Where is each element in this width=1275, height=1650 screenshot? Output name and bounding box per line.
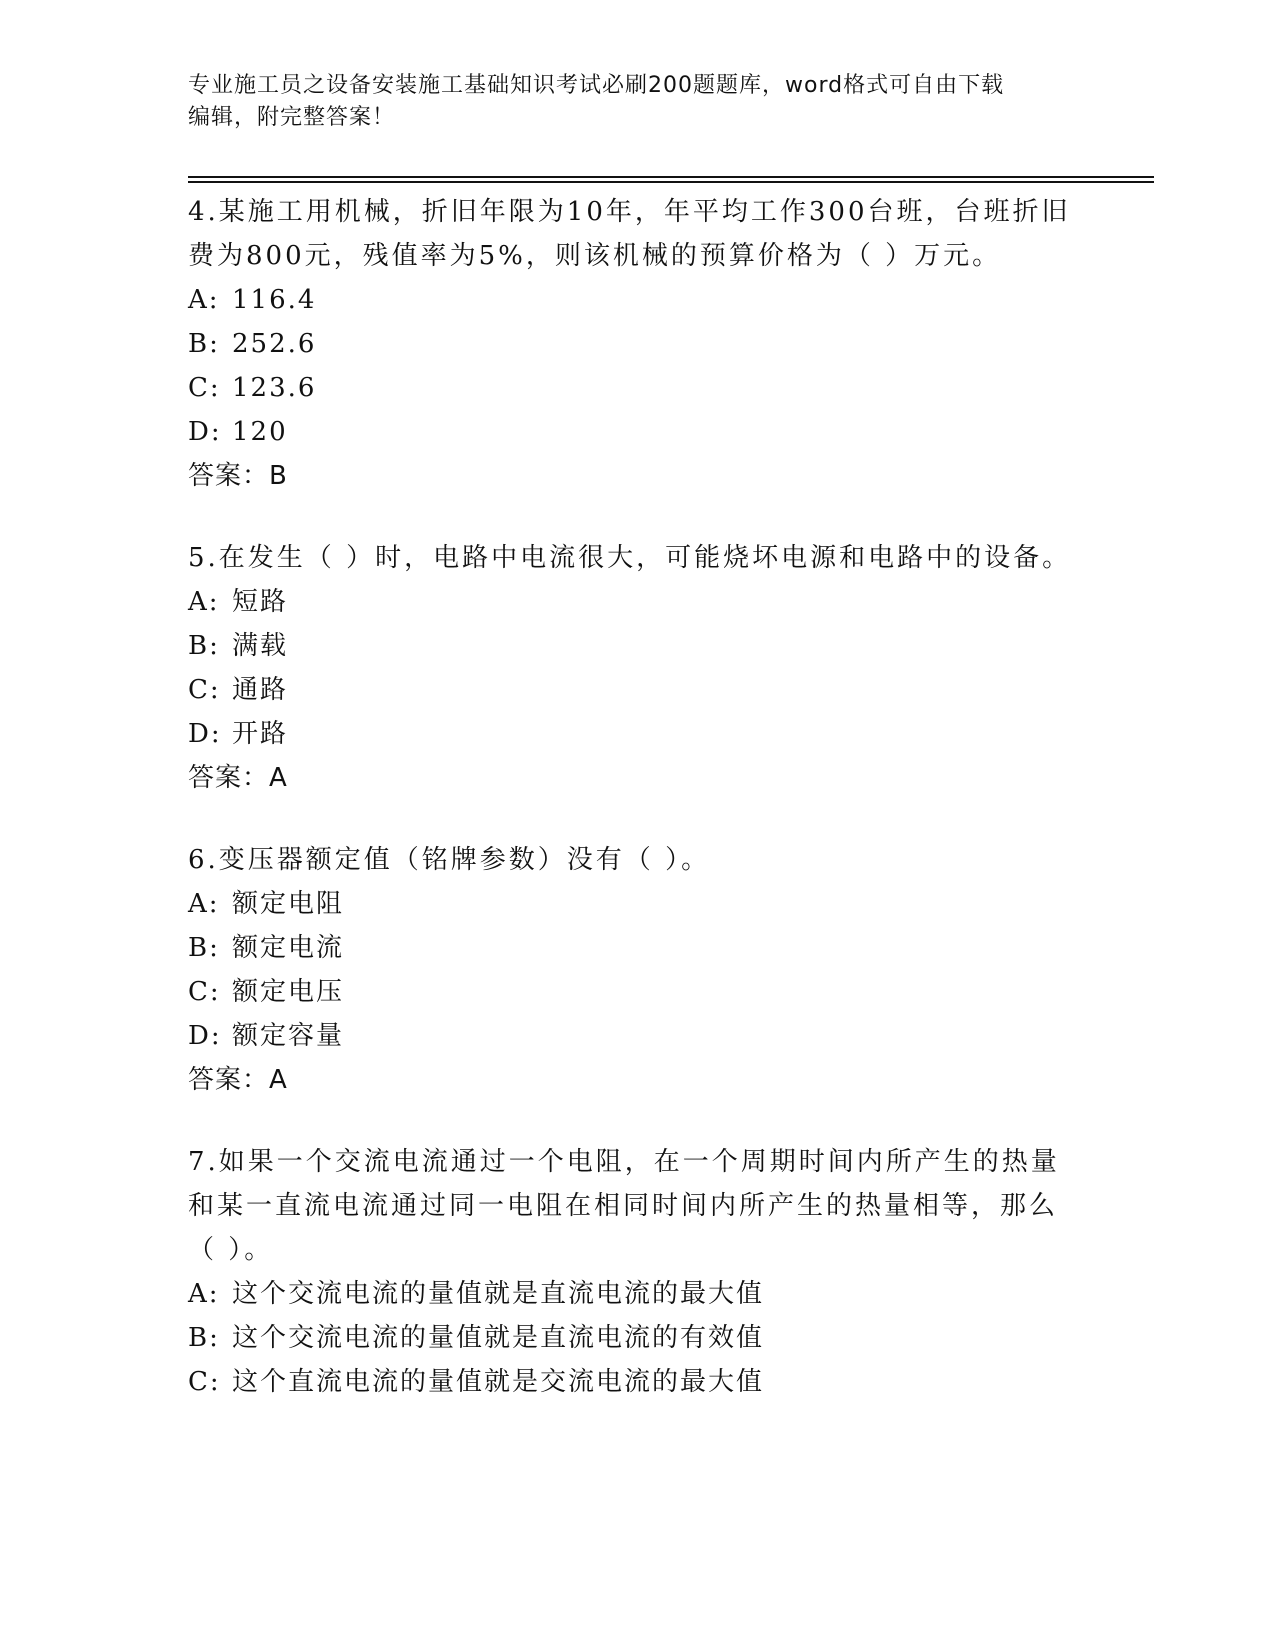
- question-7: [188, 1140, 1088, 1404]
- option-text: 额定电压: [232, 977, 345, 1007]
- option-a: [188, 580, 1088, 624]
- question-stem: 6.变压器额定值（铭牌参数）没有（ ）。: [188, 845, 711, 875]
- option-letter: A:: [188, 889, 220, 919]
- answer-line: 答案：A: [188, 763, 288, 793]
- header-divider-bottom: [188, 181, 1154, 183]
- option-letter: C:: [188, 373, 221, 403]
- option-b: [188, 322, 1088, 366]
- question-4: [188, 190, 1088, 498]
- question-stem: （ ）。: [188, 1235, 274, 1265]
- option-letter: C:: [188, 1367, 221, 1397]
- option-text: 开路: [232, 719, 289, 749]
- answer-line: 答案：B: [188, 461, 288, 491]
- question-stem: 和某一直流电流通过同一电阻在相同时间内所产生的热量相等，那么: [188, 1191, 1059, 1221]
- question-stem: 费为800元，残值率为5%，则该机械的预算价格为（ ）万元。: [188, 241, 1002, 271]
- option-letter: B:: [188, 1323, 220, 1353]
- option-a: [188, 1272, 1088, 1316]
- option-a: [188, 278, 1088, 322]
- option-letter: A:: [188, 587, 220, 617]
- option-text: 这个直流电流的量值就是交流电流的最大值: [232, 1367, 765, 1397]
- option-letter: A:: [188, 285, 220, 315]
- option-d: [188, 1014, 1088, 1058]
- option-text: 额定电流: [232, 933, 345, 963]
- question-stem: 5.在发生（ ）时，电路中电流很大，可能烧坏电源和电路中的设备。: [188, 543, 1072, 573]
- option-letter: B:: [188, 933, 220, 963]
- option-text: 116.4: [232, 285, 317, 315]
- option-c: [188, 668, 1088, 712]
- option-text: 额定容量: [232, 1021, 345, 1051]
- option-c: [188, 970, 1088, 1014]
- option-letter: D:: [188, 719, 222, 749]
- option-text: 这个交流电流的量值就是直流电流的最大值: [232, 1279, 765, 1309]
- option-letter: B:: [188, 329, 220, 359]
- option-text: 额定电阻: [232, 889, 345, 919]
- question-stem: 4.某施工用机械，折旧年限为10年，年平均工作300台班，台班折旧: [188, 197, 1071, 227]
- option-letter: D:: [188, 1021, 222, 1051]
- option-letter: D:: [188, 417, 222, 447]
- option-d: [188, 712, 1088, 756]
- option-b: [188, 926, 1088, 970]
- option-letter: C:: [188, 675, 221, 705]
- header-line-1: 专业施工员之设备安装施工基础知识考试必刷200题题库，word格式可自由下载: [188, 73, 1005, 98]
- option-a: [188, 882, 1088, 926]
- option-text: 满载: [232, 631, 289, 661]
- option-text: 252.6: [232, 329, 317, 359]
- option-text: 123.6: [232, 373, 317, 403]
- option-text: 这个交流电流的量值就是直流电流的有效值: [232, 1323, 765, 1353]
- option-text: 通路: [232, 675, 289, 705]
- option-b: [188, 1316, 1088, 1360]
- question-6: [188, 838, 1088, 1102]
- option-letter: A:: [188, 1279, 220, 1309]
- option-letter: C:: [188, 977, 221, 1007]
- header-line-2: 编辑，附完整答案！: [188, 105, 396, 130]
- option-c: [188, 366, 1088, 410]
- question-list: [188, 190, 1088, 1442]
- option-text: 短路: [232, 587, 289, 617]
- question-stem: 7.如果一个交流电流通过一个电阻，在一个周期时间内所产生的热量: [188, 1147, 1060, 1177]
- option-text: 120: [232, 417, 288, 447]
- option-c: [188, 1360, 1088, 1404]
- header-divider-top: [188, 176, 1154, 178]
- option-letter: B:: [188, 631, 220, 661]
- document-header: [188, 70, 1068, 134]
- answer-line: 答案：A: [188, 1065, 288, 1095]
- question-5: [188, 536, 1088, 800]
- option-b: [188, 624, 1088, 668]
- option-d: [188, 410, 1088, 454]
